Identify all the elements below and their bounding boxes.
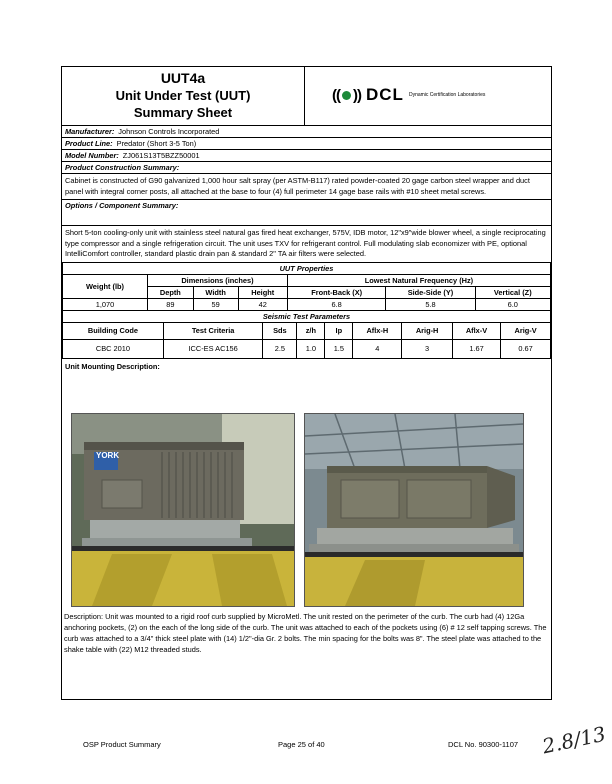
height-label: Height bbox=[238, 286, 287, 298]
logo-subtitle: Dynamic Certification Laboratories bbox=[408, 92, 486, 98]
seismic-value: 4 bbox=[353, 339, 402, 358]
seismic-header: z/h bbox=[297, 322, 325, 339]
logo-dot-icon bbox=[342, 91, 351, 100]
title-line-1: Unit Under Test (UUT) bbox=[115, 88, 251, 103]
mounting-description: Description: Unit was mounted to a rigid roof curb supplied by MicroMetl. The unit rested on the perimeter of the curb. The curb had (4) 12Ga anchoring pockets, (2) on the each of the long side of the curb. The unit was attached to each of the pockets using (6) # 12 self tapping screws. The curb was attached to a 3/4" thick steel plate with (14) 1/2"-dia Gr. 2 bolts. The min spacing for the bolts was 8". The steel plate was attached to the shake table with (22) M12 threaded studs. bbox=[64, 612, 547, 654]
logo-text: DCL bbox=[366, 85, 404, 104]
seismic-header: Aflx-V bbox=[452, 322, 500, 339]
seismic-value: CBC 2010 bbox=[63, 339, 164, 358]
unit-photo-front-image bbox=[72, 414, 294, 606]
depth-label: Depth bbox=[148, 286, 194, 298]
seismic-value: 2.5 bbox=[263, 339, 297, 358]
logo-waves-right: )) bbox=[353, 86, 361, 104]
construction-label-row bbox=[62, 162, 551, 174]
model-number-value: ZJ061S13T5BZZ50001 bbox=[122, 151, 200, 160]
york-logo: YORK bbox=[96, 451, 120, 460]
seismic-header: Sds bbox=[263, 322, 297, 339]
seismic-value: 1.5 bbox=[325, 339, 353, 358]
dimensions-label: Dimensions (inches) bbox=[148, 274, 288, 286]
manufacturer-value: Johnson Controls Incorporated bbox=[118, 127, 220, 136]
seismic-title: Seismic Test Parameters bbox=[63, 311, 551, 323]
seismic-value: 3 bbox=[402, 339, 453, 358]
seismic-value: ICC-ES AC156 bbox=[163, 339, 262, 358]
manufacturer-row bbox=[62, 126, 551, 138]
width-value: 59 bbox=[193, 298, 238, 310]
model-number-row bbox=[62, 150, 551, 162]
seismic-header: Building Code bbox=[63, 322, 164, 339]
logo-waves-left: (( bbox=[332, 86, 340, 104]
product-line-row bbox=[62, 138, 551, 150]
seismic-table bbox=[62, 311, 551, 359]
manufacturer-label: Manufacturer: bbox=[65, 127, 115, 136]
uut-properties-title: UUT Properties bbox=[63, 263, 551, 275]
footer-doc-number: DCL No. 90300-1107 bbox=[448, 740, 519, 749]
weight-label: Weight (lb) bbox=[63, 274, 148, 298]
seismic-value: 1.0 bbox=[297, 339, 325, 358]
options-label-row bbox=[62, 200, 551, 226]
options-label: Options / Component Summary: bbox=[65, 201, 179, 210]
handwritten-date: 2.8/13 bbox=[540, 721, 608, 759]
seismic-header: Ip bbox=[325, 322, 353, 339]
freq-y-value: 5.8 bbox=[386, 298, 475, 310]
freq-x-value: 6.8 bbox=[287, 298, 386, 310]
seismic-header: Arig-V bbox=[501, 322, 551, 339]
seismic-header: Aflx-H bbox=[353, 322, 402, 339]
construction-label: Product Construction Summary: bbox=[65, 163, 180, 172]
title-line-2: Summary Sheet bbox=[133, 105, 233, 120]
mounting-label-row bbox=[62, 359, 551, 374]
footer-page: Page 25 of 40 bbox=[278, 740, 325, 749]
frequency-label: Lowest Natural Frequency (Hz) bbox=[287, 274, 550, 286]
sheet-header bbox=[62, 67, 551, 126]
seismic-value: 1.67 bbox=[452, 339, 500, 358]
uut-properties-table bbox=[62, 263, 551, 311]
product-line-value: Predator (Short 3-5 Ton) bbox=[116, 139, 197, 148]
unit-photo-front bbox=[71, 413, 295, 607]
vertical-label: Vertical (Z) bbox=[475, 286, 550, 298]
front-back-label: Front-Back (X) bbox=[287, 286, 386, 298]
product-line-label: Product Line: bbox=[65, 139, 113, 148]
height-value: 42 bbox=[238, 298, 287, 310]
seismic-header: Arig-H bbox=[402, 322, 453, 339]
freq-z-value: 6.0 bbox=[475, 298, 550, 310]
title-block bbox=[62, 67, 305, 125]
options-text: Short 5-ton cooling-only unit with stainless steel natural gas fired heat exchanger, 575V, IDB motor, 12"x9"wide blower wheel, a single reciprocating type compressor and a single refrigeration circuit. The unit uses TXV for refrigerant control. Full modulating slab economizer with PE, optional IntelliComfort controller, standard plastic drain pan & standard 2" TA air filters were selected. bbox=[62, 226, 551, 263]
dcl-logo bbox=[332, 85, 485, 105]
mounting-label: Unit Mounting Description: bbox=[65, 361, 160, 371]
model-number-label: Model Number: bbox=[65, 151, 119, 160]
weight-value: 1,070 bbox=[63, 298, 148, 310]
uut-id: UUT4a bbox=[160, 70, 206, 86]
side-side-label: Side-Side (Y) bbox=[386, 286, 475, 298]
unit-photo-side bbox=[304, 413, 524, 607]
seismic-header: Test Criteria bbox=[163, 322, 262, 339]
footer-left: OSP Product Summary bbox=[83, 740, 161, 749]
width-label: Width bbox=[193, 286, 238, 298]
seismic-value: 0.67 bbox=[501, 339, 551, 358]
depth-value: 89 bbox=[148, 298, 194, 310]
unit-photo-side-image bbox=[305, 414, 523, 606]
construction-text: Cabinet is constructed of G90 galvanized 1,000 hour salt spray (per ASTM-B117) rated powder-coated 20 gage carbon steel wrapper and duct panel with integral corner posts, all attached at the base to four (4) full perimeter 14 gage base rails with #10 sheet metal screws. bbox=[62, 174, 551, 200]
